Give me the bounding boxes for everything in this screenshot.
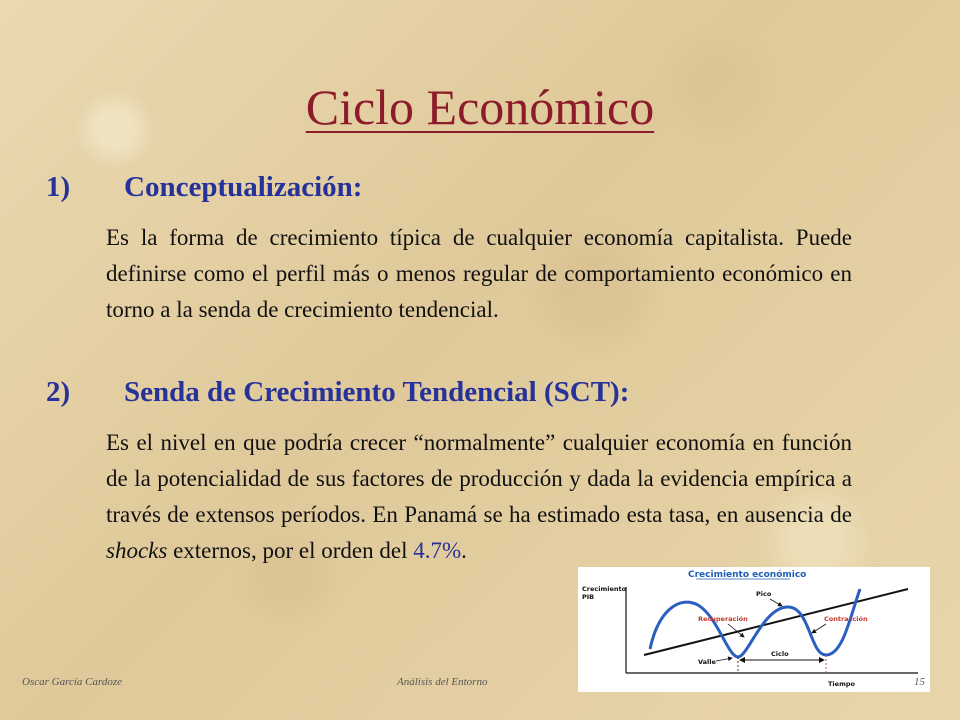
diagram-title: Crecimiento económico xyxy=(688,570,807,580)
economic-cycle-diagram xyxy=(578,567,930,692)
section-2-number: 2) xyxy=(46,376,71,408)
economic-cycle-svg xyxy=(578,567,930,692)
shocks-term: shocks xyxy=(106,538,168,563)
cycle-wave xyxy=(650,589,860,657)
section-2-text-part2: externos, por el orden del xyxy=(167,538,414,563)
section-1-number: 1) xyxy=(46,171,71,203)
trough-arrow xyxy=(716,658,732,661)
footer-course: Análisis del Entorno xyxy=(397,676,488,688)
slide-title: Ciclo Económico xyxy=(305,79,655,135)
section-2-heading-text: Senda de Crecimiento Tendencial (SCT): xyxy=(124,376,630,408)
peak-label: Pico xyxy=(756,590,772,598)
cycle-label: Ciclo xyxy=(771,650,789,658)
section-1-heading xyxy=(46,171,362,204)
x-axis-label: Tiempo xyxy=(828,680,855,688)
recovery-label: Recuperación xyxy=(698,615,748,623)
section-1-heading-text: Conceptualización: xyxy=(124,171,363,203)
section-2-text-end: . xyxy=(461,538,467,563)
section-1-paragraph: Es la forma de crecimiento típica de cualquier economía capitalista. Puede definirse como el perfil más o menos regular de comportamiento económico en torno a la senda de crecimiento tendencial. xyxy=(106,225,852,322)
section-2-text-part1: Es el nivel en que podría crecer “normalmente” cualquier economía en función de la potencialidad de sus factores de producción y dada la evidencia empírica a través de extensos períodos. En Panamá se ha estimado esta tasa, en ausencia de xyxy=(106,430,852,527)
y-axis-label-line2: PIB xyxy=(582,593,595,601)
trend-line xyxy=(644,589,908,655)
contraction-arrow xyxy=(812,624,826,633)
contraction-label: Contracción xyxy=(824,615,868,623)
footer-author: Oscar García Cardoze xyxy=(22,676,123,688)
trough-label: Valle xyxy=(698,658,716,666)
section-2-heading xyxy=(46,376,629,409)
footer-page-number: 15 xyxy=(914,676,925,688)
y-axis-label-line1: Crecimiento xyxy=(582,585,627,593)
growth-rate-value: 4.7% xyxy=(413,538,462,563)
section-2-paragraph xyxy=(106,425,852,569)
peak-arrow xyxy=(770,599,782,606)
